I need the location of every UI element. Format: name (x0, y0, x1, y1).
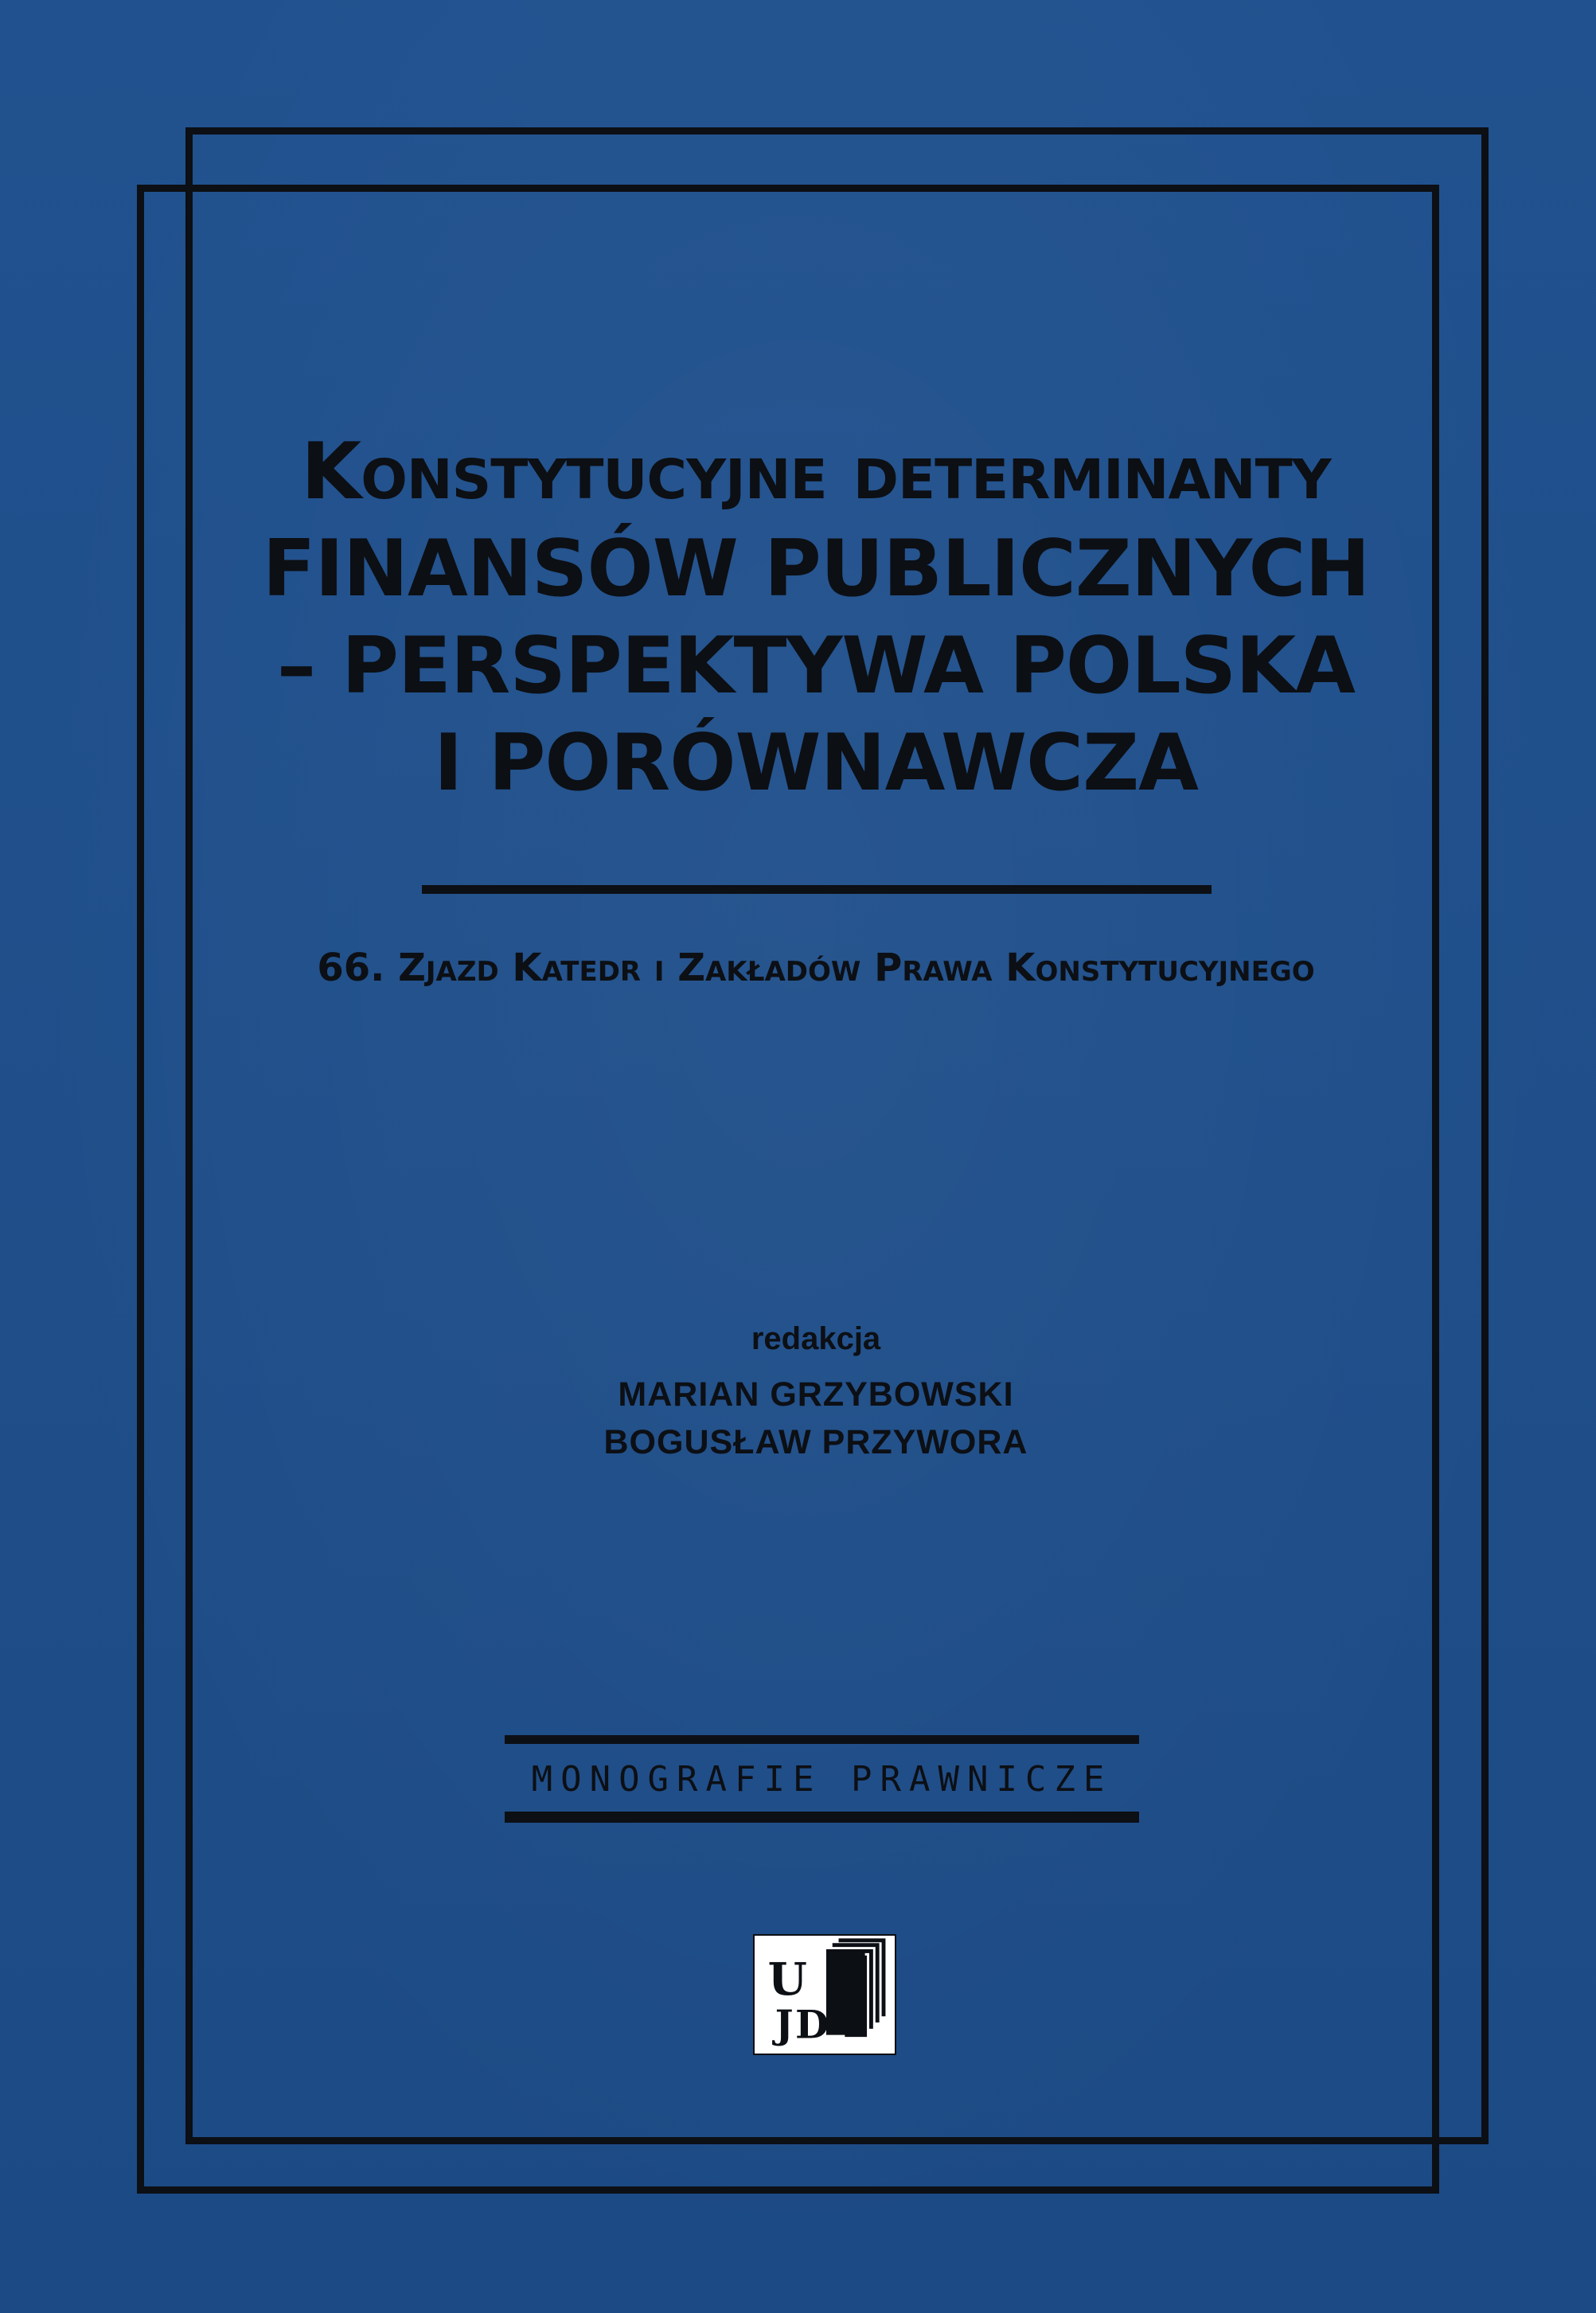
editor-name: BOGUSŁAW PRZYWORA (603, 1423, 1028, 1461)
series-top-divider (505, 1735, 1139, 1744)
svg-text:J: J (775, 2002, 794, 2048)
book-title (207, 423, 1425, 812)
series-bottom-divider (505, 1812, 1139, 1823)
svg-text:D: D (795, 2002, 829, 2048)
title-line: FINANSÓW PUBLICZNYCH (262, 524, 1370, 614)
series-name: MONOGRAFIE PRAWNICZE (531, 1759, 1113, 1800)
editors-label: redakcja (751, 1321, 881, 1356)
book-subtitle: 66. Zjazd Katedr i Zakładów Prawa Konstytucyjnego (317, 946, 1315, 990)
title-divider (422, 885, 1212, 894)
title-line: I PORÓWNAWCZA (434, 718, 1198, 809)
ujd-publisher-logo-icon (753, 1934, 896, 2055)
ujd-letters (768, 1953, 829, 2048)
title-line: – PERSPEKTYWA POLSKA (276, 621, 1356, 712)
title-line: Konstytucyjne determinanty (301, 427, 1331, 517)
book-block (826, 1951, 865, 2034)
ujd-logo-graphic (755, 1936, 895, 2054)
editor-name: MARIAN GRZYBOWSKI (618, 1375, 1014, 1414)
editors-block (398, 1315, 1234, 1466)
svg-text:U: U (767, 1953, 807, 2006)
